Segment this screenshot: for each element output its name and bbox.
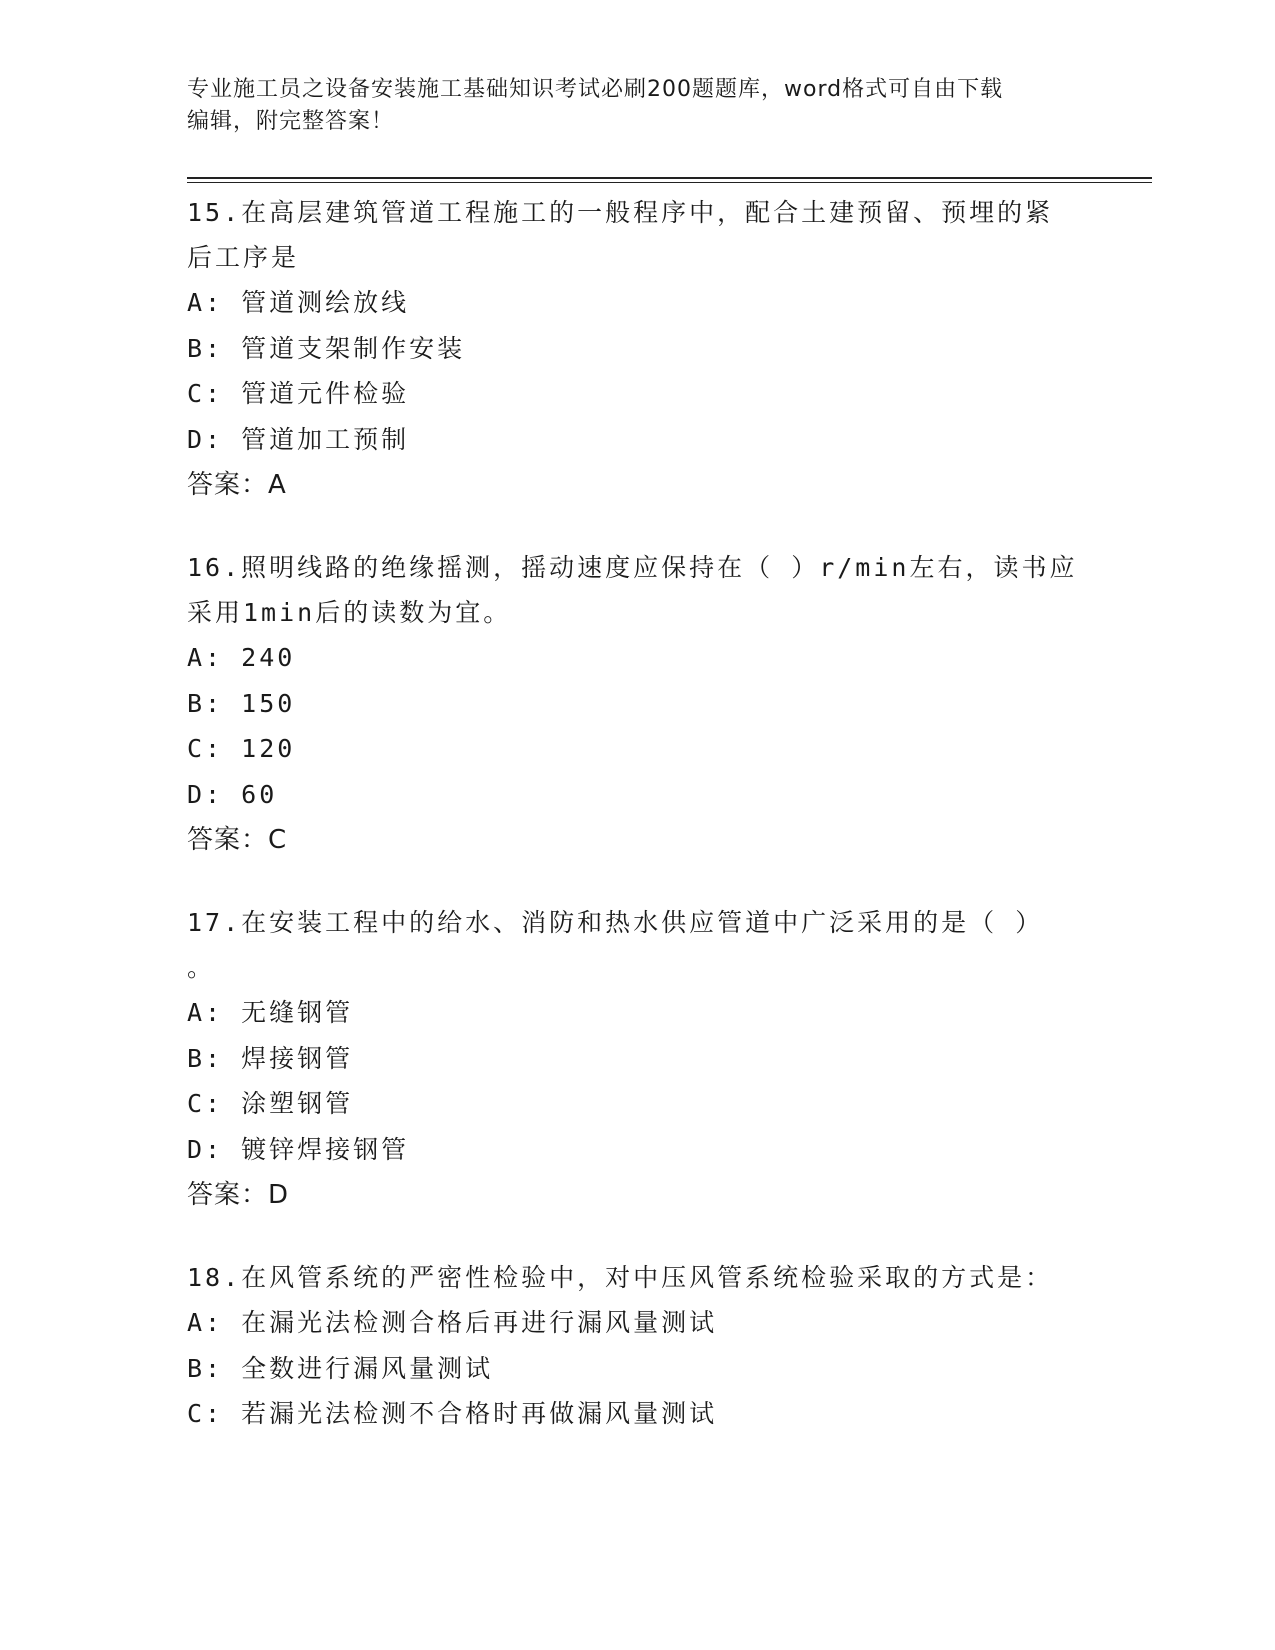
answer-line: 答案：C <box>187 825 288 855</box>
option-b: B: 全数进行漏风量测试 <box>187 1353 494 1383</box>
question-stem-continued: 后工序是 <box>187 243 300 272</box>
question-stem: 17.在安装工程中的给水、消防和热水供应管道中广泛采用的是（ ） <box>187 908 1044 937</box>
question-16 <box>187 545 1087 863</box>
question-15 <box>187 190 1087 508</box>
question-stem-continued: 采用1min后的读数为宜。 <box>187 598 512 627</box>
option-a: A: 无缝钢管 <box>187 998 354 1027</box>
question-list <box>187 190 1087 1474</box>
header-title-line-1: 专业施工员之设备安装施工基础知识考试必刷200题题库，word格式可自由下载 <box>187 77 1004 102</box>
option-a: A: 在漏光法检测合格后再进行漏风量测试 <box>187 1308 718 1337</box>
option-b: B: 150 <box>187 688 296 718</box>
header-title-line-2: 编辑，附完整答案！ <box>187 109 395 134</box>
option-c: C: 若漏光法检测不合格时再做漏风量测试 <box>187 1399 718 1428</box>
question-17 <box>187 900 1087 1218</box>
question-stem: 16.照明线路的绝缘摇测，摇动速度应保持在（ ）r/min左右，读书应 <box>187 553 1078 582</box>
question-stem: 18.在风管系统的严密性检验中，对中压风管系统检验采取的方式是： <box>187 1263 1054 1292</box>
question-stem-continued: 。 <box>187 953 216 982</box>
header-divider-thin <box>187 182 1152 183</box>
option-b: B: 管道支架制作安装 <box>187 333 466 363</box>
answer-line: 答案：A <box>187 470 287 500</box>
option-a: A: 240 <box>187 643 296 672</box>
question-stem: 15.在高层建筑管道工程施工的一般程序中，配合土建预留、预埋的紧 <box>187 198 1054 227</box>
option-b: B: 焊接钢管 <box>187 1043 354 1073</box>
document-header <box>187 74 1087 138</box>
option-d: D: 60 <box>187 779 278 809</box>
option-d: D: 镀锌焊接钢管 <box>187 1134 410 1164</box>
option-a: A: 管道测绘放线 <box>187 288 410 317</box>
answer-line: 答案：D <box>187 1180 290 1210</box>
option-c: C: 120 <box>187 734 296 763</box>
header-divider-thick <box>187 177 1152 179</box>
option-c: C: 管道元件检验 <box>187 379 410 408</box>
question-18 <box>187 1255 1087 1437</box>
option-c: C: 涂塑钢管 <box>187 1089 354 1118</box>
option-d: D: 管道加工预制 <box>187 424 410 454</box>
